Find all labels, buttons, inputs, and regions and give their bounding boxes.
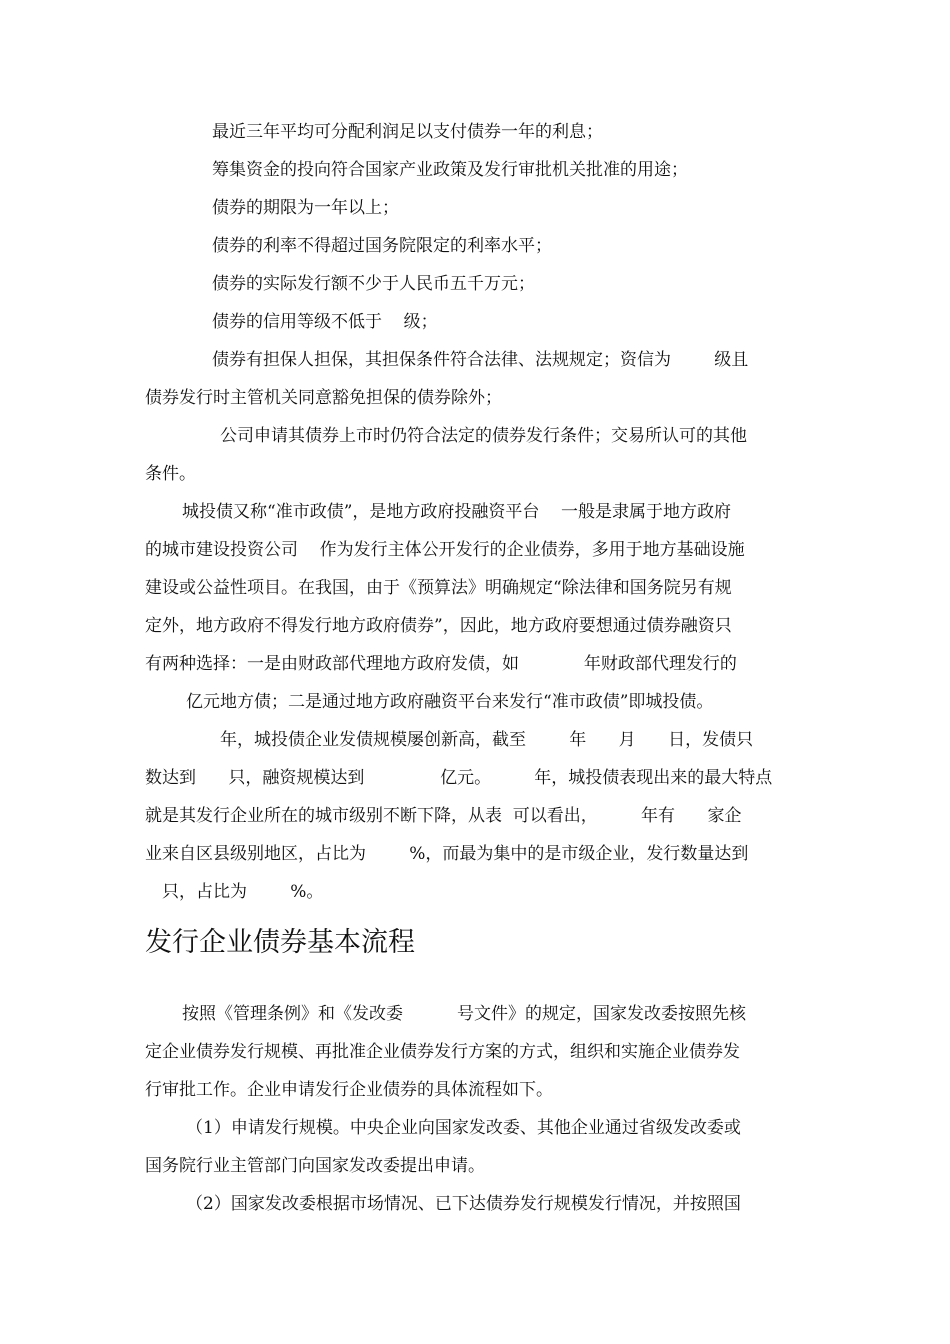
paragraph-line: 的城市建设投资公司 作为发行主体公开发行的企业债券，多用于地方基础设施 — [145, 540, 745, 560]
condition-line-rate: 债券的利率不得超过国务院限定的利率水平； — [212, 236, 552, 256]
paragraph-line: 有两种选择：一是由财政部代理地方政府发债，如 年财政部代理发行的 — [145, 654, 737, 674]
paragraph-line: 亿元地方债；二是通过地方政府融资平台来发行“准市政债”即城投债。 — [186, 692, 714, 712]
condition-line-term: 债券的期限为一年以上； — [212, 198, 399, 218]
section-heading: 发行企业债券基本流程 — [145, 927, 415, 958]
list-item-line: （1）申请发行规模。中央企业向国家发改委、其他企业通过省级发改委或 — [186, 1118, 741, 1138]
list-item-line: 国务院行业主管部门向国家发改委提出申请。 — [145, 1156, 485, 1176]
paragraph-line: 就是其发行企业所在的城市级别不断下降，从表 可以看出， 年有 家企 — [145, 806, 742, 826]
paragraph-line: 行审批工作。企业申请发行企业债券的具体流程如下。 — [145, 1080, 553, 1100]
paragraph-line: 城投债又称“准市政债”，是地方政府投融资平台 一般是隶属于地方政府 — [182, 502, 731, 522]
condition-line-guarantee: 债券有担保人担保，其担保条件符合法律、法规规定；资信为 级且 — [212, 350, 749, 370]
list-item-line: （2）国家发改委根据市场情况、已下达债券发行规模发行情况，并按照国 — [186, 1194, 741, 1214]
paragraph-line: 定外，地方政府不得发行地方政府债券”，因此，地方政府要想通过债券融资只 — [145, 616, 732, 636]
paragraph-line: 年，城投债企业发债规模屡创新高，截至 年 月 日，发债只 — [220, 730, 754, 750]
paragraph-line: 定企业债券发行规模、再批准企业债券发行方案的方式，组织和实施企业债券发 — [145, 1042, 740, 1062]
paragraph-line: 按照《管理条例》和《发改委 号文件》的规定，国家发改委按照先核 — [182, 1004, 747, 1024]
paragraph-line: 业来自区县级别地区，占比为 %，而最为集中的是市级企业，发行数量达到 — [145, 844, 749, 864]
condition-line-listing: 公司申请其债券上市时仍符合法定的债券发行条件；交易所认可的其他 — [220, 426, 747, 446]
condition-line-rating: 债券的信用等级不低于 级； — [212, 312, 438, 332]
condition-line-amount: 债券的实际发行额不少于人民币五千万元； — [212, 274, 535, 294]
condition-line-guarantee-cont: 债券发行时主管机关同意豁免担保的债券除外； — [145, 388, 502, 408]
paragraph-line: 只，占比为 %。 — [162, 882, 324, 902]
paragraph-line: 数达到 只，融资规模达到 亿元。 年，城投债表现出来的最大特点 — [145, 768, 773, 788]
condition-line-funds-use: 筹集资金的投向符合国家产业政策及发行审批机关批准的用途； — [212, 160, 688, 180]
paragraph-line: 建设或公益性项目。在我国，由于《预算法》明确规定“除法律和国务院另有规 — [145, 578, 732, 598]
condition-line-listing-cont: 条件。 — [145, 464, 196, 484]
condition-line-profit: 最近三年平均可分配利润足以支付债券一年的利息； — [212, 122, 603, 142]
